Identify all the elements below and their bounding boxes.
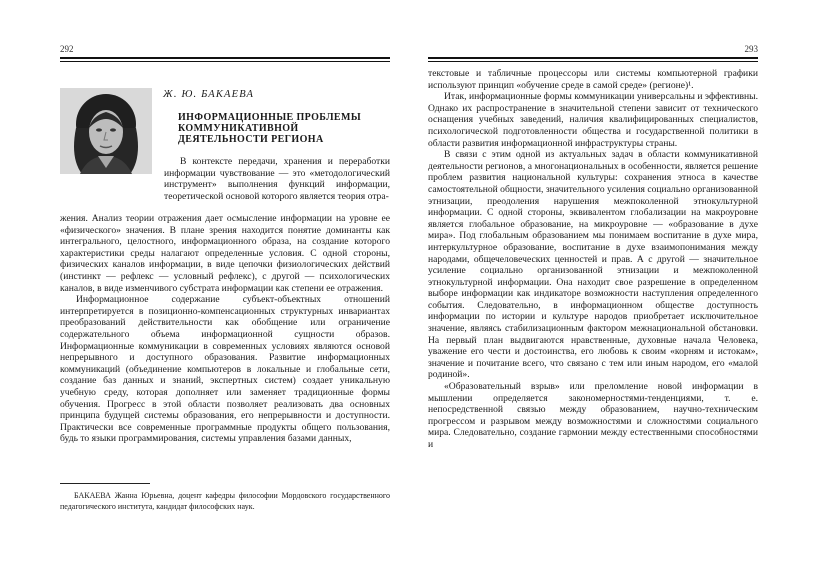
author-photo: [60, 88, 152, 174]
title-line: КОММУНИКАТИВНОЙ: [178, 123, 299, 134]
paragraph: Информационное содержание субъект-объектных отношений интерпретируется в позиционно-компенсационных структурных инвариантах преобразований действительности как обобщение или ограничение содержательного объема информационной сущности образов. Информационные коммуникации в современных условиях являются основой непрерывного и доступного образования. Развитие информационных коммуникаций (объединение компьютеров в локальные и глобальные сети, создание баз данных и знаний, экспертных систем) создает уникальную учебную среду, которая дополняет или заменяет традиционные формы обучения. Прогресс в этой области позволяет реализовать два основных принципа будущей системы образования, его непрерывности и доступности. Практически все современные программные продукты общего пользования, будь то языки программирования, системы управления базами данных,: [60, 294, 390, 445]
page-number: 292: [60, 44, 74, 54]
title-line: ДЕЯТЕЛЬНОСТИ РЕГИОНА: [178, 134, 324, 145]
paragraph: В контексте передачи, хранения и переработки информации чувствование — это «методологический инструмент» выполнения функций информации, теоретической основой которого является теория отра-: [164, 156, 390, 202]
paragraph: Итак, информационные формы коммуникации универсальны и эффективны. Однако их распространение в значительной степени зависит от технического оснащения учебных заведений, наличия квалифицированных специалистов, психологической подготовленности общества и государственной политики в области развития информационной инфраструктуры страны.: [428, 91, 758, 149]
page-number: 293: [744, 44, 758, 54]
footnote-rule: [60, 483, 150, 484]
article-title: [178, 112, 378, 145]
header-rule: [60, 57, 390, 62]
footnote: БАКАЕВА Жанна Юрьевна, доцент кафедры философии Мордовского государственного педагогического института, кандидат философских наук.: [60, 491, 390, 511]
header-rule: [428, 57, 758, 62]
author-name: Ж. Ю. БАКАЕВА: [163, 89, 255, 100]
paragraph: жения. Анализ теории отражения дает осмысление информации на уровне ее «физического» значения. В плане зрения находится понятие доминанты как интегрального, целостного, информационного образа, на создание которого характеристики среды налагают определенные условия. С одной стороны, физических каналов информации, в виде цепочки физиологических действий (инстинкт — рефлекс — условный рефлекс), с другой — психологических каналов, в виде изменчивого субстрата информации как степени ее отражения.: [60, 213, 390, 294]
right-page: [428, 0, 758, 580]
paragraph: текстовые и табличные процессоры или системы компьютерной графики используют принцип «обучение среде в самой среде» (регионе)¹.: [428, 68, 758, 91]
intro-text: [164, 156, 390, 202]
paragraph: В связи с этим одной из актуальных задач в области коммуникативной деятельности регионов, а многонациональных в особенности, является решение проблем развития национальной культуры: сохранения этноса в качестве самостоятельной общности, значительного усиления социально организованной этнизации, преодоления нарушения межпоколенной этнокультурной информации. С одной стороны, эквивалентом глобализации на макроуровне является глобальное образование, на микроуровне — «образование в духе мира». Под глобальным образованием мы понимаем воспитание в духе мира, интеркультурное образование, воспитание в духе взаимопонимания между народами, общечеловеческих ценностей и прав. А с другой — значительное усиление социально организованной этнизации и межпоколенной этнокультурной информации. Она находит свое разрешение в определенном выборе информации как индикаторе возможности наступления определенного события. Следовательно, в информационном обществе доступность информации по истории и культуре народов приобретает исключительное значение, являясь стабилизационным фактором межнациональной обстановки. На первый план выдвигаются нравственные, духовные начала Человека, уважение его чести и достоинства, его любовь к своим «корням и истокам», значение и почитание всего, что связано с тем или иным народом, его «малой родиной».: [428, 149, 758, 381]
left-body-text: [60, 213, 390, 445]
left-page: [60, 0, 390, 580]
right-body-text: [428, 68, 758, 451]
paragraph: «Образовательный взрыв» или преломление новой информации в мышлении определяется закономерностями-тенденциями, т. е. непосредственной связью между образованием, научно-техническим прогрессом и разрывом между возможностями и сложностями социального мира. Следовательно, создание гармонии между естественными способностями и: [428, 381, 758, 450]
title-line: ИНФОРМАЦИОННЫЕ ПРОБЛЕМЫ: [178, 112, 362, 123]
